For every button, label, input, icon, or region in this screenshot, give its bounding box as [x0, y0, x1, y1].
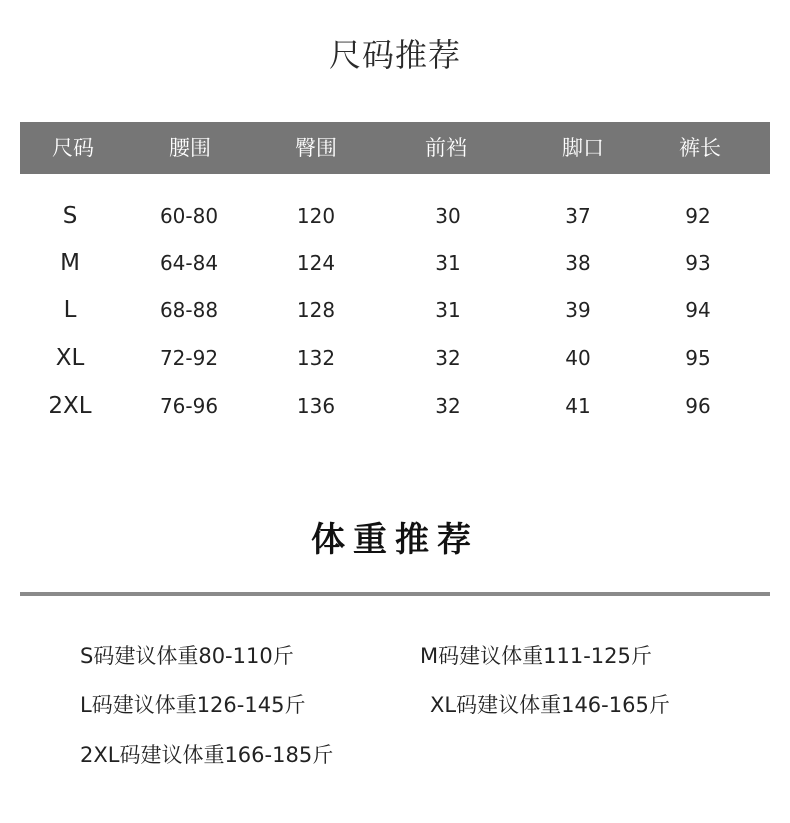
cell-waist: 76-96 — [159, 394, 219, 418]
header-waist: 腰围 — [169, 136, 211, 160]
cell-front-rise: 32 — [435, 346, 461, 370]
cell-leg-opening: 37 — [565, 204, 591, 228]
cell-size: L — [63, 297, 77, 323]
weight-rec-l: L码建议体重126-145斤 — [80, 693, 306, 717]
section-divider — [20, 592, 770, 596]
cell-pants-length: 93 — [685, 251, 711, 275]
cell-leg-opening: 41 — [565, 394, 591, 418]
cell-hip: 120 — [296, 204, 336, 228]
weight-recommendation-title: 体重推荐 — [311, 520, 479, 560]
cell-size: S — [62, 203, 78, 229]
weight-rec-xl: XL码建议体重146-165斤 — [430, 693, 670, 717]
cell-size: M — [60, 250, 80, 276]
header-leg-opening: 脚口 — [562, 136, 604, 160]
cell-hip: 128 — [296, 298, 336, 322]
cell-hip: 136 — [296, 394, 336, 418]
weight-rec-2xl: 2XL码建议体重166-185斤 — [80, 743, 334, 767]
cell-front-rise: 31 — [435, 298, 461, 322]
cell-hip: 124 — [296, 251, 336, 275]
cell-waist: 60-80 — [159, 204, 219, 228]
cell-pants-length: 96 — [685, 394, 711, 418]
size-table-header — [20, 122, 770, 174]
header-size: 尺码 — [52, 136, 94, 160]
header-pants-length: 裤长 — [679, 136, 721, 160]
cell-leg-opening: 40 — [565, 346, 591, 370]
cell-leg-opening: 38 — [565, 251, 591, 275]
cell-waist: 68-88 — [159, 298, 219, 322]
cell-size: XL — [55, 345, 85, 371]
cell-waist: 64-84 — [159, 251, 219, 275]
cell-size: 2XL — [48, 393, 92, 419]
cell-waist: 72-92 — [159, 346, 219, 370]
cell-pants-length: 94 — [685, 298, 711, 322]
cell-front-rise: 31 — [435, 251, 461, 275]
weight-rec-s: S码建议体重80-110斤 — [80, 644, 294, 668]
cell-pants-length: 92 — [685, 204, 711, 228]
header-hip: 臀围 — [295, 136, 337, 160]
cell-front-rise: 30 — [435, 204, 461, 228]
weight-rec-m: M码建议体重111-125斤 — [420, 644, 652, 668]
cell-front-rise: 32 — [435, 394, 461, 418]
header-front-rise: 前裆 — [425, 136, 467, 160]
cell-pants-length: 95 — [685, 346, 711, 370]
size-recommendation-title: 尺码推荐 — [328, 36, 461, 74]
cell-hip: 132 — [296, 346, 336, 370]
cell-leg-opening: 39 — [565, 298, 591, 322]
